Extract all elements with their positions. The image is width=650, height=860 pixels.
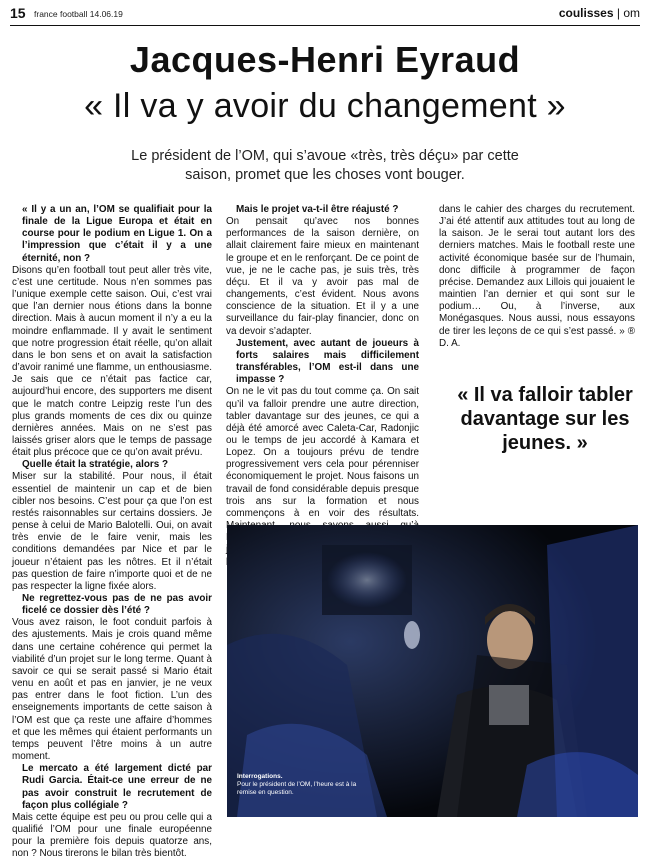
interview-question: Ne regrettez-vous pas de ne pas avoir ficelé ce dossier dès l’été ? <box>22 593 212 617</box>
caption-text: Pour le président de l’OM, l’heure est à la remise en question. <box>237 781 357 796</box>
page-header <box>10 6 640 24</box>
interview-answer: On ne le vit pas du tout comme ça. On sait qu’il va falloir prendre une autre direction, tabler davantage sur des jeunes, ce qui a déjà été amorcé avec Caleta-Car, Radonjic ou le temps de jeu accordé à Kamara et Lopez. On a toujours prévu de tendre progressivement vers cela pour pérenniser économiquement le projet. Nous faisons un travail de fond considérable depuis presque trois ans sur la formation et nous commençons à en voir des résultats. <box>226 386 419 519</box>
column-3 <box>439 204 635 350</box>
interview-answer: Vous avez raison, le foot conduit parfois à des ajustements. Mais je crois quand même dans une certaine cohérence qui permet la viabilité d’un projet sur le long terme. Quant à savoir ce qui se serait passé si Mario était venu en août et pas en janvier, je ne veux pas entrer dans le foot fiction. L’un des enseignements importants de cette saison à l’OM est que ça reste une affaire d’hommes et que les mêmes qui étaient performants un temps peuvent l’être moins à un autre moment. <box>12 617 212 763</box>
magazine-issue: france football 14.06.19 <box>34 9 123 19</box>
headline-quote: « Il va y avoir du changement » <box>84 87 566 125</box>
interview-answer: dans le cahier des charges du recrutement. J’ai été attentif aux attitudes tout au long de la saison. Je le serai tout autant lors des derniers matches. Mais le football reste une activité économique basée sur de l’humain, donc difficile à programmer de façon précise. Demandez aux Lillois qui jouaient le maintien l’an dernier et qui sont sur le podium… Ou, à l’inverse, aux Monégasques. Nous aussi, nous essayons de tirer les leçons de ce qui s’est passé. » ® D. A. <box>439 204 635 349</box>
section-sub: om <box>623 6 640 20</box>
interview-question: Justement, avec autant de joueurs à forts salaires mais difficilement transférables, l’OM est-il dans une impasse ? <box>236 337 419 386</box>
photo-caption <box>237 773 357 797</box>
interview-question: Mais le projet va-t-il être réajusté ? <box>236 204 399 215</box>
portrait-photo <box>227 525 638 817</box>
section-label: coulisses | om <box>558 6 640 20</box>
caption-title: Interrogations. <box>237 773 283 780</box>
interview-question: Le mercato a été largement dicté par Rudi Garcia. Était-ce une erreur de ne pas avoir construit le recrutement de façon plus collégiale ? <box>22 763 212 811</box>
pull-quote: « Il va falloir tabler davantage sur les jeunes. » <box>457 384 633 454</box>
column-2 <box>226 204 419 569</box>
interview-answer: On pensait qu’avec nos bonnes performances de la saison dernière, on allait clairement faire mieux en maintenant le groupe et en le renforçant. De ce point de vue, je ne le cache pas, je suis très, très déçu. Et il va y avoir pas mal de changements, c’est évident. Nous avons conscience de la situation. Et il y a une surveillance du fair-play financier, donc on va devoir s’adapter. <box>226 216 419 337</box>
page-number: 15 <box>10 5 26 21</box>
interview-question: Quelle était la stratégie, alors ? <box>22 459 168 471</box>
interview-answer: Mais cette équipe est peu ou prou celle qui a qualifié l’OM pour une finale européenne pour la première fois depuis quatorze ans, non ? Nous tirerons le bilan très bientôt. <box>12 811 212 860</box>
column-1 <box>12 204 212 860</box>
article-lede: Le président de l’OM, qui s’avoue «très, très déçu» par cette saison, promet que les choses vont bouger. <box>131 148 519 183</box>
header-rule <box>10 25 640 26</box>
section-name: coulisses <box>558 6 614 20</box>
interview-answer: Miser sur la stabilité. Pour nous, il était essentiel de maintenir un cap et de bien cibler nos besoins. C’est pour ça que l’on est restés raisonnables sur certains dossiers. Je pense à celui de Mario Balotelli. Oui, on avait très envie de le faire venir, mais les conditions demandées par Nice et par le joueur n’étaient pas les nôtres. Et il n’était pas question de faire n’importe quoi et de ne pas respecter la ligne fixée alors. <box>12 471 212 592</box>
interview-question: « Il y a un an, l’OM se qualifiait pour la finale de la Ligue Europa et était en course pour le podium en Ligue 1. On a l’impression que c’était il y a une éternité, non ? <box>22 204 212 264</box>
article-title: Jacques-Henri Eyraud <box>129 39 521 80</box>
interview-answer: Disons qu’en football tout peut aller très vite, c’est une certitude. Nous n’en sommes pas l’unique exemple cette saison. Oui, c’est vrai que l’an dernier nous étions dans la bonne direction. Mais à aucun moment il n’y a eu la moindre enflammade. Il y avait le sentiment que notre progression était réelle, qu’on allait dans le bon sens et on avait la satisfaction d’avoir ranimé une flamme, un enthousiasme. Je sais que ce n’était pas factice car, aujourd’hui encore, des supporters me disent que le match contre Leipzig reste l’un des plus grands moments de ces dix ou quinze dernières années. Mais on ne s’est pas laissés griser alors que le temps de passage était plus précoce que ce qu’on avait prévu. <box>12 264 212 459</box>
